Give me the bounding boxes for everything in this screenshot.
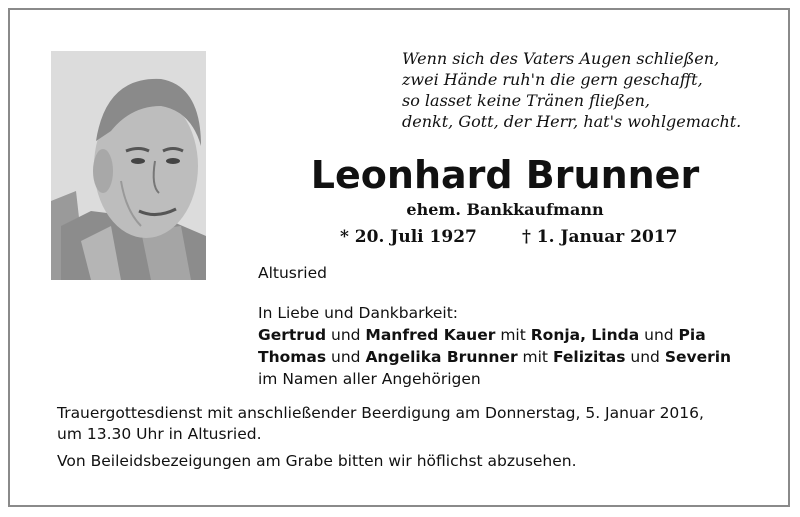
connector-text: und [326,348,366,366]
connector-text: mit [495,326,531,344]
funeral-service-info [57,403,704,445]
connector-text: und [326,326,366,344]
condolence-note: Von Beileidsbezeigungen am Grabe bitten wir höflichst abzusehen. [57,452,577,470]
service-line: um 13.30 Uhr in Altusried. [57,425,262,443]
poem-line: Wenn sich des Vaters Augen schließen, [402,49,720,68]
death-date: † 1. Januar 2017 [522,227,678,247]
life-dates [300,226,710,248]
mourner-name: Severin [664,348,732,366]
mourner-name: Felizitas [552,348,626,366]
memorial-poem [402,48,782,132]
deceased-occupation: ehem. Bankkaufmann [406,200,604,219]
mourner-name: Thomas [258,348,327,366]
poem-line: denkt, Gott, der Herr, hat's wohlgemacht. [402,112,742,131]
mourner-name: Gertrud [258,326,327,344]
portrait-photo [51,51,206,280]
service-line: Trauergottesdienst mit anschließender Beerdigung am Donnerstag, 5. Januar 2016, [57,404,704,422]
poem-line: zwei Hände ruh'n die gern geschafft, [402,70,703,89]
mourners-closing: im Namen aller Angehörigen [258,370,481,388]
mourner-name: Pia [678,326,706,344]
connector-text: und [625,348,665,366]
poem-line: so lasset keine Tränen fließen, [402,91,650,110]
mourners-intro: In Liebe und Dankbarkeit: [258,304,459,322]
mourner-name: Angelika Brunner [365,348,518,366]
mourners-line [258,324,731,346]
deceased-name: Leonhard Brunner [310,153,700,197]
hometown: Altusried [258,264,327,282]
mourner-name: Manfred Kauer [365,326,496,344]
connector-text: mit [517,348,553,366]
mourners-line [258,346,731,368]
mourners-block [258,302,731,390]
birth-date: * 20. Juli 1927 [340,227,477,247]
connector-text: und [639,326,679,344]
mourner-name: Ronja, Linda [530,326,640,344]
